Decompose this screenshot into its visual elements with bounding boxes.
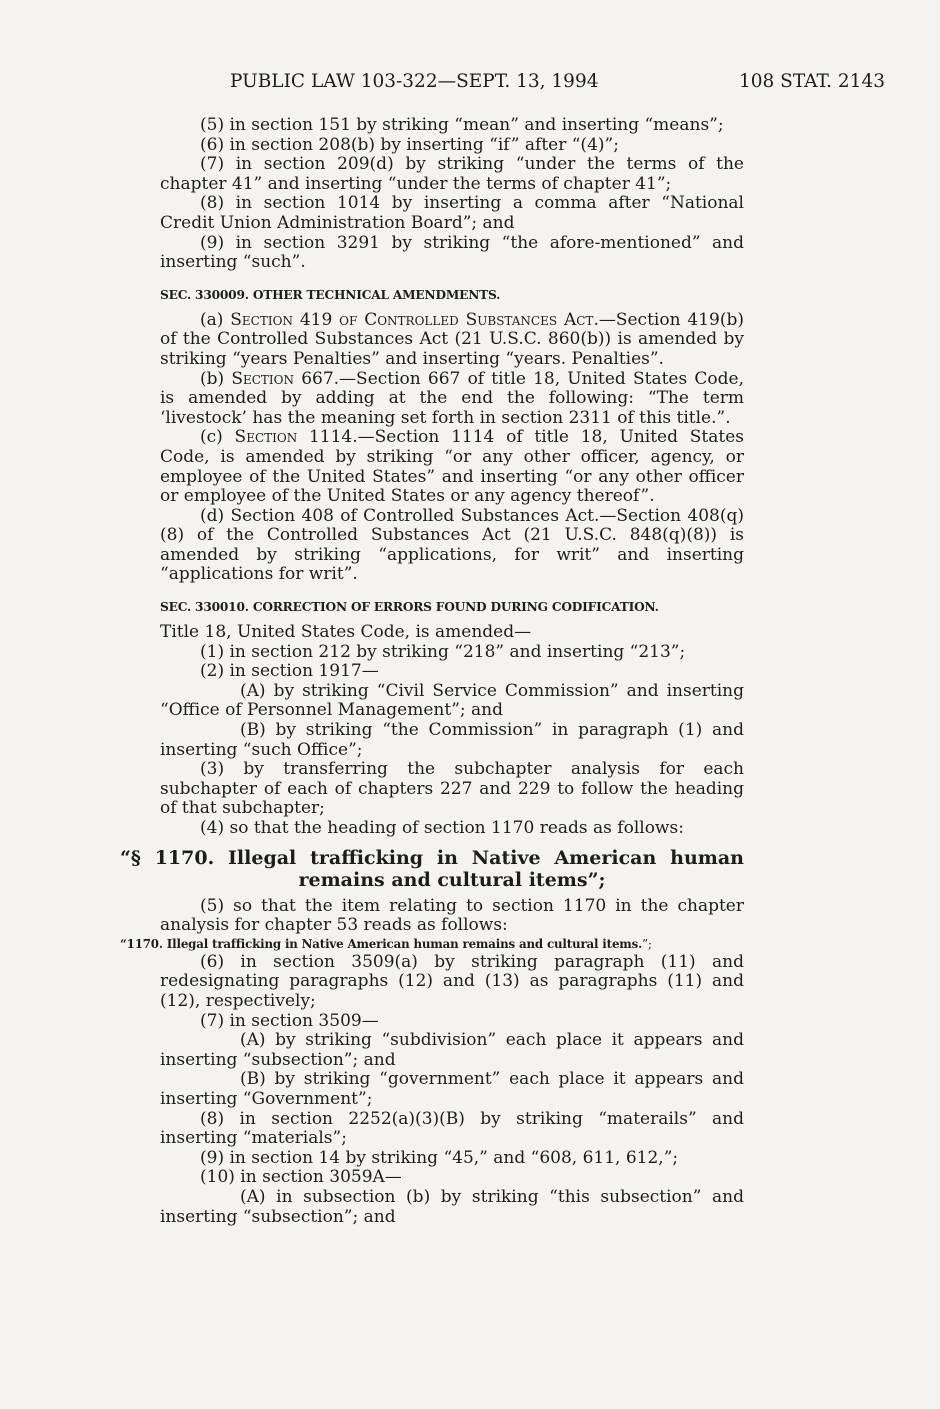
section-heading-330009: SEC. 330009. OTHER TECHNICAL AMENDMENTS. <box>160 287 501 302</box>
subsection-text: .—Section 1114 of title 18, United States Code, is amended by striking “or any other officer, agency, or employee of the United States” and inserting “or any other officer or employee of the United States or any agency thereof”. <box>160 427 744 507</box>
subsection-label: (c) <box>200 427 235 448</box>
subsection-title: Section 667 <box>231 368 334 389</box>
subparagraph: (A) in subsection (b) by striking “this subsection” and inserting “subsection”; and <box>160 1186 744 1227</box>
paragraph: (5) in section 151 by striking “mean” and inserting “means”; <box>200 115 724 135</box>
subsection-label: (b) <box>200 368 232 389</box>
subsection-text: .—Section 667 of title 18, United States Code, is amended by adding at the end the following: “The term ‘livestock’ has the meaning set forth in section 2311 of this title.”. <box>160 368 744 428</box>
subsection-d: (d) Section 408 of Controlled Substances Act.—Section 408(q)(8) of the Controlled Substances Act (21 U.S.C. 848(q)(8)) is amended by striking “applications, for writ” and inserting “applications for writ”. <box>160 505 744 585</box>
section-intro: Title 18, United States Code, is amended— <box>160 622 532 643</box>
subparagraph: (A) by striking “subdivision” each place it appears and inserting “subsection”; and <box>160 1030 744 1070</box>
quoted-heading-line: “§ 1170. Illegal trafficking in Native American human <box>120 846 744 869</box>
paragraph: (8) in section 2252(a)(3)(B) by striking “materails” and inserting “materials”; <box>160 1108 744 1149</box>
paragraph: (4) so that the heading of section 1170 reads as follows: <box>200 818 684 838</box>
paragraph: (6) in section 3509(a) by striking paragraph (11) and redesignating paragraphs (12) and (13) as paragraphs (11) and (12), respectively; <box>160 951 744 1011</box>
analysis-item-close: ”; <box>642 936 652 951</box>
document-body <box>120 115 744 1227</box>
subsection-label: (a) <box>200 309 231 330</box>
paragraph: (9) in section 14 by striking “45,” and “608, 611, 612,”; <box>200 1147 679 1168</box>
header-law-citation: PUBLIC LAW 103-322—SEPT. 13, 1994 <box>230 71 599 92</box>
paragraph: (1) in section 212 by striking “218” and inserting “213”; <box>200 641 686 662</box>
section-heading-330010: SEC. 330010. CORRECTION OF ERRORS FOUND DURING CODIFICATION. <box>160 600 659 615</box>
subparagraph: (B) by striking “government” each place it appears and inserting “Government”; <box>160 1069 744 1109</box>
subsection-title: Section 419 of Controlled Substances Act <box>230 309 594 330</box>
quoted-section-heading <box>120 847 744 891</box>
quoted-heading-line: remains and cultural items”; <box>298 868 606 891</box>
header-statute-page: 108 STAT. 2143 <box>738 71 885 92</box>
subsection-title: Section 1114 <box>234 427 353 448</box>
paragraph: (9) in section 3291 by striking “the afore-mentioned” and inserting “such”. <box>160 232 744 273</box>
analysis-item <box>120 936 744 953</box>
subsection-c <box>160 428 744 506</box>
subsection-b <box>160 370 744 429</box>
subsection-text: .—Section 419(b) of the Controlled Substances Act (21 U.S.C. 860(b)) is amended by striking “years Penalties” and inserting “years. Penalties”. <box>160 309 744 369</box>
paragraph: (7) in section 3509— <box>200 1010 379 1031</box>
paragraph: (6) in section 208(b) by inserting “if” after “(4)”; <box>200 134 619 155</box>
subparagraph: (B) by striking “the Commission” in paragraph (1) and inserting “such Office”; <box>160 720 744 760</box>
subparagraph: (A) by striking “Civil Service Commission” and inserting “Office of Personnel Management”; and <box>160 680 744 721</box>
paragraph: (7) in section 209(d) by striking “under the terms of the chapter 41” and inserting “under the terms of chapter 41”; <box>160 154 744 194</box>
paragraph: (5) so that the item relating to section 1170 in the chapter analysis for chapter 53 reads as follows: <box>160 895 744 936</box>
paragraph: (2) in section 1917— <box>200 661 379 682</box>
paragraph: (8) in section 1014 by inserting a comma after “National Credit Union Administration Board”; and <box>160 193 744 233</box>
paragraph: (3) by transferring the subchapter analysis for each subchapter of each of chapters 227 and 229 to follow the heading of that subchapter; <box>160 759 744 819</box>
paragraph: (10) in section 3059A— <box>200 1167 402 1188</box>
analysis-item-text: “1170. Illegal trafficking in Native American human remains and cultural items. <box>120 936 643 951</box>
subsection-a <box>160 311 744 370</box>
